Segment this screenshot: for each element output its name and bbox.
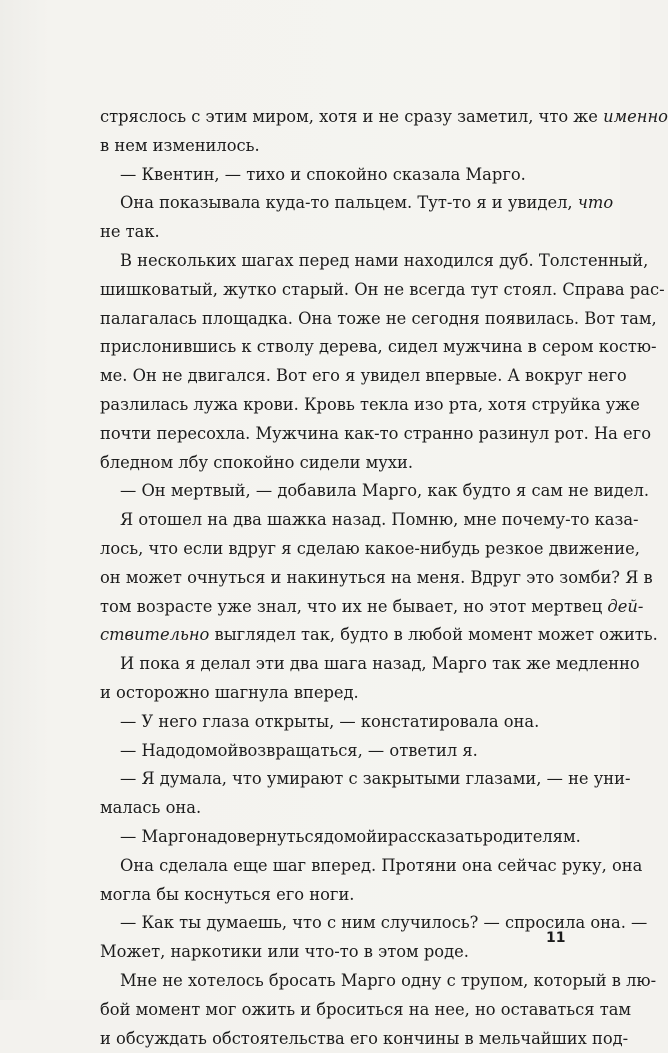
- page-number: 11: [546, 930, 565, 946]
- text-line: могла бы коснуться его ноги.: [100, 881, 560, 910]
- text-line: — Надодомойвозвращаться, — ответил я.: [100, 737, 560, 766]
- text-line: разлилась лужа крови. Кровь текла изо рта, хотя струйка уже: [100, 391, 560, 420]
- text-line: — Я думала, что умирают с закрытыми глазами, — не уни-: [100, 765, 560, 794]
- text-line: палагалась площадка. Она тоже не сегодня появилась. Вот там,: [100, 305, 560, 334]
- text-line: почти пересохла. Мужчина как-то странно разинул рот. На его: [100, 420, 560, 449]
- text-line: стряслось с этим миром, хотя и не сразу заметил, что же именно: [100, 103, 560, 132]
- text-line: бледном лбу спокойно сидели мухи.: [100, 449, 560, 478]
- text-line: том возрасте уже знал, что их не бывает, но этот мертвец дей-: [100, 593, 560, 622]
- text-line: и осторожно шагнула вперед.: [100, 679, 560, 708]
- text-line: шишковатый, жутко старый. Он не всегда тут стоял. Справа рас-: [100, 276, 560, 305]
- text-line: и обсуждать обстоятельства его кончины в мельчайших под-: [100, 1025, 560, 1053]
- text-line: — Он мертвый, — добавила Марго, как будто я сам не видел.: [100, 477, 560, 506]
- text-line: в нем изменилось.: [100, 132, 560, 161]
- text-line: Мне не хотелось бросать Марго одну с трупом, который в лю-: [100, 967, 560, 996]
- text-line: Она сделала еще шаг вперед. Протяни она сейчас руку, она: [100, 852, 560, 881]
- text-line: не так.: [100, 218, 560, 247]
- text-line: В нескольких шагах перед нами находился дуб. Толстенный,: [100, 247, 560, 276]
- text-line: он может очнуться и накинуться на меня. Вдруг это зомби? Я в: [100, 564, 560, 593]
- text-line: ствительно выглядел так, будто в любой момент может ожить.: [100, 621, 560, 650]
- text-line: бой момент мог ожить и броситься на нее, но оставаться там: [100, 996, 560, 1025]
- text-line: — Квентин, — тихо и спокойно сказала Марго.: [100, 161, 560, 190]
- text-line: — У него глаза открыты, — констатировала она.: [100, 708, 560, 737]
- text-line: Она показывала куда-то пальцем. Тут-то я и увидел, что: [100, 189, 560, 218]
- text-line: И пока я делал эти два шага назад, Марго так же медленно: [100, 650, 560, 679]
- body-text: [100, 103, 560, 1053]
- text-line: ме. Он не двигался. Вот его я увидел впервые. А вокруг него: [100, 362, 560, 391]
- text-line: прислонившись к стволу дерева, сидел мужчина в сером костю-: [100, 333, 560, 362]
- text-line: Может, наркотики или что-то в этом роде.: [100, 938, 560, 967]
- text-line: лось, что если вдруг я сделаю какое-нибудь резкое движение,: [100, 535, 560, 564]
- text-line: малась она.: [100, 794, 560, 823]
- text-line: — Как ты думаешь, что с ним случилось? — спросила она. —: [100, 909, 560, 938]
- text-line: — Маргонадовернутьсядомойирассказатьродителям.: [100, 823, 560, 852]
- text-line: Я отошел на два шажка назад. Помню, мне почему-то каза-: [100, 506, 560, 535]
